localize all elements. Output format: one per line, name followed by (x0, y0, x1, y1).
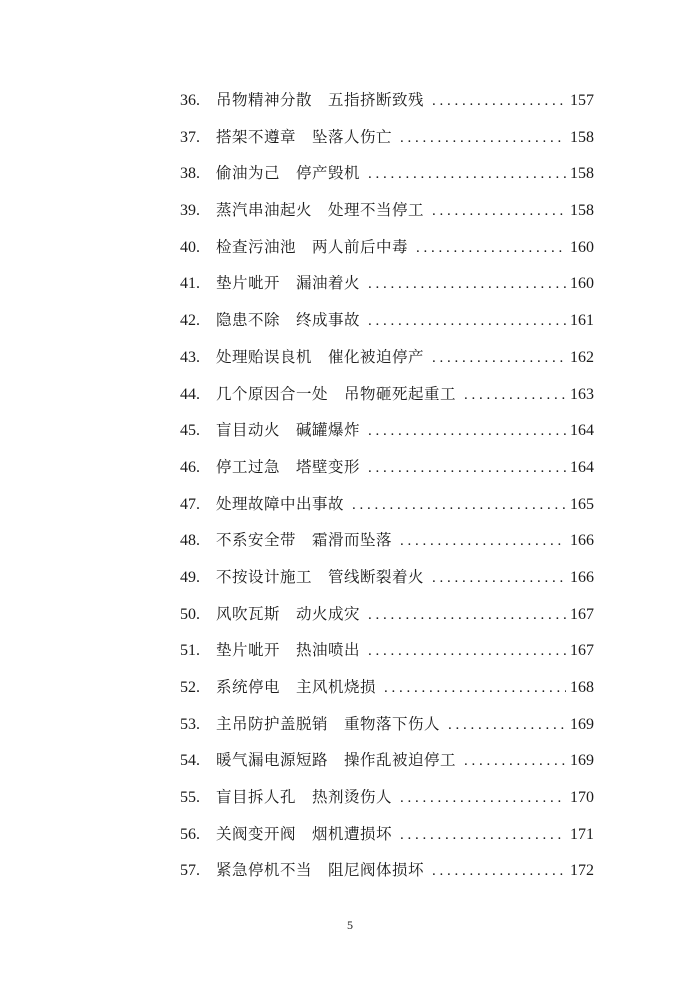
toc-entry-40[interactable] (180, 235, 594, 272)
entry-page-number: 171 (570, 825, 594, 843)
toc-entry-51[interactable] (180, 638, 594, 675)
entry-page-number: 160 (570, 275, 594, 293)
dot-leader (368, 643, 566, 660)
entry-title: 盲目拆人孔 热剂烫伤人 (216, 788, 393, 807)
entry-title: 偷油为己 停产毁机 (216, 164, 361, 183)
entry-title: 蒸汽串油起火 处理不当停工 (216, 201, 425, 220)
entry-title: 关阀变开阀 烟机遭损坏 (216, 824, 393, 843)
entry-title: 紧急停机不当 阻尼阀体损坏 (216, 861, 425, 880)
entry-page-number: 160 (570, 238, 594, 256)
entry-number: 45. (180, 422, 200, 440)
entry-page-number: 158 (570, 165, 594, 183)
dot-leader (384, 680, 566, 697)
entry-number: 41. (180, 275, 200, 293)
entry-number: 52. (180, 679, 200, 696)
entry-page-number: 169 (570, 715, 594, 733)
entry-number: 46. (180, 458, 200, 476)
entry-title: 不按设计施工 管线断裂着火 (216, 567, 425, 586)
toc-entry-37[interactable] (180, 125, 594, 162)
entry-page-number: 170 (570, 789, 594, 807)
entry-number: 48. (180, 532, 200, 550)
entry-title: 检查污油池 两人前后中毒 (216, 237, 409, 256)
dot-leader (368, 166, 566, 183)
toc-entry-55[interactable] (180, 785, 594, 822)
dot-leader (400, 827, 566, 844)
dot-leader (368, 313, 566, 330)
table-of-contents (180, 88, 594, 895)
entry-page-number: 167 (570, 642, 594, 660)
entry-page-number: 172 (570, 862, 594, 880)
toc-entry-54[interactable] (180, 748, 594, 785)
entry-page-number: 158 (570, 202, 594, 220)
entry-title: 盲目动火 碱罐爆炸 (216, 421, 361, 440)
dot-leader (448, 717, 566, 734)
entry-number: 43. (180, 348, 200, 366)
entry-page-number: 165 (570, 495, 594, 513)
entry-number: 36. (180, 92, 200, 109)
toc-entry-45[interactable] (180, 418, 594, 455)
entry-title: 几个原因合一处 吊物砸死起重工 (216, 384, 457, 403)
entry-number: 44. (180, 385, 200, 403)
entry-page-number: 166 (570, 532, 594, 550)
entry-title: 垫片呲开 漏油着火 (216, 274, 361, 293)
toc-entry-49[interactable] (180, 565, 594, 602)
dot-leader (400, 533, 566, 550)
entry-title: 系统停电 主风机烧损 (216, 678, 377, 696)
entry-number: 53. (180, 715, 200, 733)
entry-number: 40. (180, 238, 200, 256)
dot-leader (432, 350, 566, 367)
dot-leader (368, 607, 566, 624)
entry-number: 57. (180, 862, 200, 880)
entry-number: 51. (180, 642, 200, 660)
entry-number: 54. (180, 752, 200, 770)
entry-title: 吊物精神分散 五指挤断致残 (216, 91, 425, 109)
toc-entry-44[interactable] (180, 382, 594, 419)
toc-entry-48[interactable] (180, 528, 594, 565)
entry-title: 隐患不除 终成事故 (216, 311, 361, 330)
dot-leader (368, 460, 566, 477)
dot-leader (464, 753, 566, 770)
dot-leader (464, 387, 566, 404)
entry-number: 56. (180, 825, 200, 843)
dot-leader (368, 423, 566, 440)
dot-leader (368, 276, 566, 293)
entry-page-number: 157 (570, 92, 594, 109)
entry-page-number: 168 (570, 679, 594, 696)
entry-title: 停工过急 塔壁变形 (216, 457, 361, 476)
toc-entry-38[interactable] (180, 161, 594, 198)
entry-page-number: 169 (570, 752, 594, 770)
dot-leader (400, 130, 566, 147)
toc-entry-43[interactable] (180, 345, 594, 382)
toc-entry-52[interactable] (180, 675, 594, 712)
dot-leader (416, 240, 566, 257)
dot-leader (352, 497, 566, 514)
dot-leader (400, 790, 566, 807)
toc-entry-53[interactable] (180, 712, 594, 749)
entry-number: 42. (180, 312, 200, 330)
entry-number: 50. (180, 605, 200, 623)
entry-page-number: 158 (570, 128, 594, 146)
toc-entry-57[interactable] (180, 858, 594, 895)
entry-number: 37. (180, 128, 200, 146)
toc-entry-36[interactable] (180, 88, 594, 125)
entry-title: 搭架不遵章 坠落人伤亡 (216, 127, 393, 146)
entry-title: 垫片呲开 热油喷出 (216, 641, 361, 660)
entry-title: 处理贻误良机 催化被迫停产 (216, 347, 425, 366)
toc-entry-46[interactable] (180, 455, 594, 492)
entry-page-number: 162 (570, 348, 594, 366)
entry-title: 主吊防护盖脱销 重物落下伤人 (216, 714, 441, 733)
entry-page-number: 166 (570, 568, 594, 586)
dot-leader (432, 570, 566, 587)
entry-title: 处理故障中出事故 (216, 494, 345, 513)
entry-number: 55. (180, 789, 200, 807)
toc-entry-56[interactable] (180, 822, 594, 859)
entry-title: 风吹瓦斯 动火成灾 (216, 604, 361, 623)
entry-number: 49. (180, 568, 200, 586)
entry-title: 不系安全带 霜滑而坠落 (216, 531, 393, 550)
toc-entry-50[interactable] (180, 602, 594, 639)
entry-page-number: 167 (570, 605, 594, 623)
toc-entry-41[interactable] (180, 271, 594, 308)
toc-entry-42[interactable] (180, 308, 594, 345)
toc-entry-39[interactable] (180, 198, 594, 235)
entry-number: 38. (180, 165, 200, 183)
dot-leader (432, 93, 566, 110)
entry-page-number: 164 (570, 422, 594, 440)
dot-leader (432, 203, 566, 220)
entry-page-number: 161 (570, 312, 594, 330)
entry-page-number: 163 (570, 385, 594, 403)
entry-page-number: 164 (570, 458, 594, 476)
page-number: 5 (347, 918, 353, 932)
entry-title: 暖气漏电源短路 操作乱被迫停工 (216, 751, 457, 770)
dot-leader (432, 863, 566, 880)
entry-number: 39. (180, 202, 200, 220)
toc-entry-47[interactable] (180, 492, 594, 529)
entry-number: 47. (180, 495, 200, 513)
